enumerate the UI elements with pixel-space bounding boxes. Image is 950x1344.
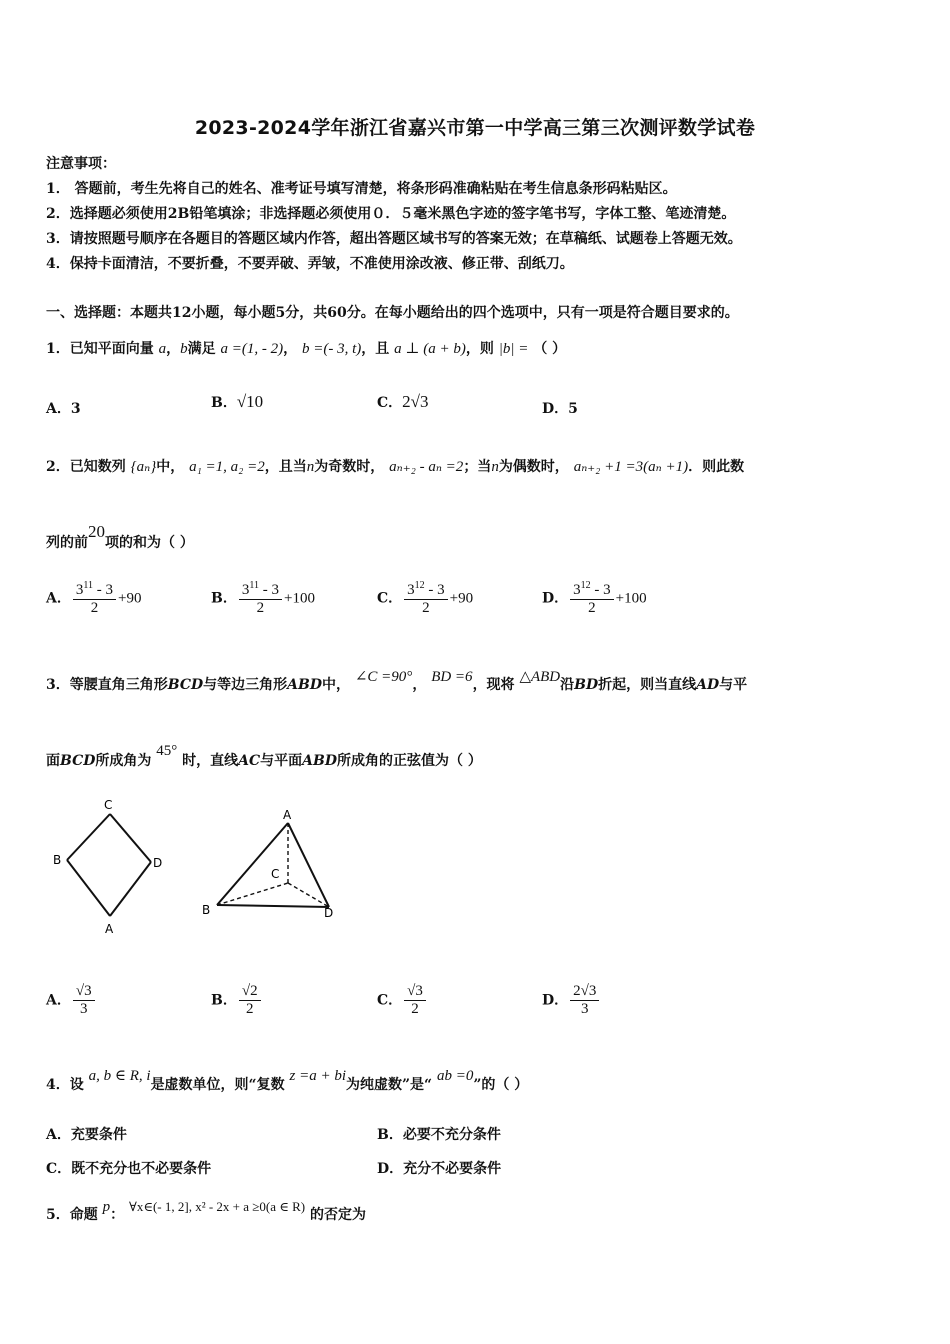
fig1-label-c: C <box>104 798 113 812</box>
q4-option-c: C．既不充分也不必要条件 <box>46 1161 212 1177</box>
q3-option-c: C． $\frac{√3}{2}$ <box>377 983 428 1018</box>
notice-item-4: 4．保持卡面清洁，不要折叠，不要弄破、弄皱，不准使用涂改液、修正带、刮纸刀。 <box>46 256 574 272</box>
q4-option-d: D．充分不必要条件 <box>377 1161 502 1177</box>
notice-heading: 注意事项： <box>46 156 116 172</box>
q3-option-b: B． $\frac{√2}{2}$ <box>211 983 263 1018</box>
q2-option-a: A． $\frac{3^{11} - 3}{2}$ +90 <box>46 580 142 616</box>
notice-item-3: 3．请按照题号顺序在各题目的答题区域内作答，超出答题区域书写的答案无效；在草稿纸、试题卷上答题无效。 <box>46 231 742 247</box>
notice-item-2: 2．选择题必须使用2B铅笔填涂；非选择题必须使用０．５毫米黑色字迹的签字笔书写，字体工整、笔迹清楚。 <box>46 206 736 222</box>
question-3-cont: 面BCD所成角为 45° 时，直线AC与平面ABD所成角的正弦值为（ ） <box>46 743 482 769</box>
page-title: 2023-2024学年浙江省嘉兴市第一中学高三第三次测评数学试卷 <box>194 117 756 139</box>
fig2-label-a: A <box>283 808 292 822</box>
q1-math-4: |b| = <box>498 341 529 357</box>
fig1-label-d: D <box>153 856 163 870</box>
q3-option-a: A． $\frac{√3}{3}$ <box>46 983 97 1018</box>
vector-a: a <box>158 341 167 357</box>
fig2-label-c: C <box>271 867 280 881</box>
fig2-label-d: D <box>324 906 334 920</box>
fig1-label-b: B <box>53 853 62 867</box>
figure-square <box>67 814 151 916</box>
question-1: 1．已知平面向量 a，b满足 a =(1, - 2)， b =(- 3, t)，且 a ⊥ (a + b)，则 |b| = （ ） <box>46 341 567 357</box>
notice-item-1: 1． 答题前，考生先将自己的姓名、准考证号填写清楚，将条形码准确粘贴在考生信息条形码粘贴区。 <box>46 181 677 197</box>
question-5: 5．命题 p： ∀x∈(- 1, 2], x² - 2x + a ≥0(a ∈ R) 的否定为 <box>46 1199 367 1223</box>
question-2: 2．已知数列 {aₙ}中， a₁ =1, a₂ =2，且当n为奇数时， aₙ₊₂ - aₙ =2；当n为偶数时， aₙ₊₂ +1 =3(aₙ +1)．则此数 <box>46 459 745 475</box>
question-2-cont: 列的前20项的和为（ ） <box>46 522 194 551</box>
fig2-label-b: B <box>202 903 211 917</box>
q1-math-3: a ⊥ (a + b) <box>394 341 466 357</box>
q1-math-2: b =(- 3, t) <box>301 341 362 357</box>
q1-option-a: A．3 <box>46 401 81 417</box>
q4-option-a: A．充要条件 <box>46 1127 127 1143</box>
question-3: 3．等腰直角三角形BCD与等边三角形ABD中， ∠C =90°， BD =6，现将 △ABD沿BD折起，则当直线AD与平 <box>46 669 748 693</box>
q3-option-d: D． $\frac{2√3}{3}$ <box>542 983 601 1018</box>
q1-option-b: B．√10 <box>211 392 264 411</box>
q4-option-b: B．必要不充分条件 <box>377 1127 501 1143</box>
q2-option-c: C． $\frac{3^{12} - 3}{2}$ +90 <box>377 580 474 616</box>
vector-b: b <box>180 341 188 357</box>
section-heading: 一、选择题：本题共12小题，每小题5分，共60分。在每小题给出的四个选项中，只有一项是符合题目要求的。 <box>46 305 739 321</box>
q1-option-c: C．2√3 <box>377 392 429 411</box>
fig1-label-a: A <box>105 922 114 936</box>
q1-math-1: a =(1, - 2) <box>220 341 284 357</box>
q3-figures <box>40 795 360 940</box>
question-4: 4．设 a, b ∈ R, i是虚数单位，则“复数 z =a + bi为纯虚数”是“ ab =0”的（ ） <box>46 1068 529 1093</box>
figure-tetrahedron <box>217 823 329 907</box>
q1-option-d: D．5 <box>542 401 578 417</box>
q2-option-b: B． $\frac{3^{11} - 3}{2}$ +100 <box>211 580 315 616</box>
q2-option-d: D． $\frac{3^{12} - 3}{2}$ +100 <box>542 580 647 616</box>
